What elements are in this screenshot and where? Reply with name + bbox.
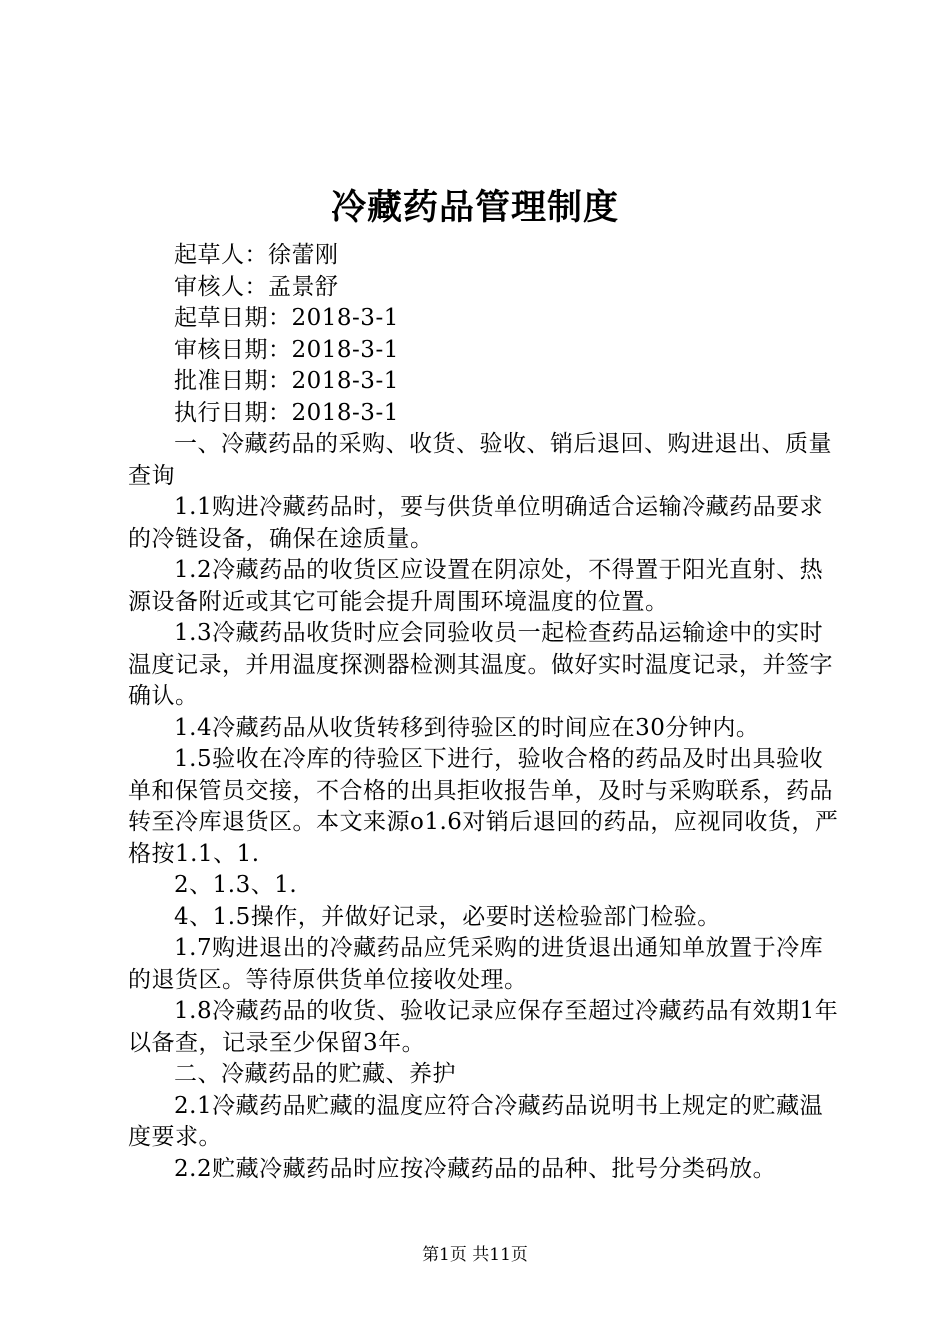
paragraph: 1.7购进退出的冷藏药品应凭采购的进货退出通知单放置于冷库的退货区。等待原供货单位接收处理。 [128,935,824,993]
section-heading: 二、冷藏药品的贮藏、养护 [174,1061,456,1087]
document-title: 冷藏药品管理制度 [330,187,619,228]
paragraph: 4、1.5操作，并做好记录，必要时送检验部门检验。 [174,903,721,930]
paragraph: 1.1购进冷藏药品时，要与供货单位明确适合运输冷藏药品要求的冷链设备，确保在途质量。 [128,494,824,552]
reviewer-line: 审核人：孟景舒 [174,273,339,300]
paragraph: 1.2冷藏药品的收货区应设置在阴凉处，不得置于阳光直射、热源设备附近或其它可能会提升周围环境温度的位置。 [128,557,824,615]
paragraph: 2.2贮藏冷藏药品时应按冷藏药品的品种、批号分类码放。 [174,1155,777,1182]
review-date-line: 审核日期：2018-3-1 [174,336,399,363]
document-body [128,240,840,1185]
section-heading: 一、冷藏药品的采购、收货、验收、销后退回、购进退出、质量查询 [128,431,832,489]
paragraph: 2、1.3、1. [174,872,298,898]
page-number-footer: 第1页 共11页 [422,1245,528,1265]
paragraph: 1.3冷藏药品收货时应会同验收员一起检查药品运输途中的实时温度记录，并用温度探测器检测其温度。做好实时温度记录，并签字确认。 [128,620,833,709]
drafter-line: 起草人：徐蕾刚 [174,242,339,268]
approval-date-line: 批准日期：2018-3-1 [174,368,399,394]
paragraph: 1.4冷藏药品从收货转移到待验区的时间应在30分钟内。 [174,714,760,741]
paragraph: 1.5验收在冷库的待验区下进行，验收合格的药品及时出具验收单和保管员交接，不合格的出具拒收报告单，及时与采购联系，药品转至冷库退货区。本文来源o1.6对销后退回的药品，应视同收货，严格按1.1、1. [128,746,839,867]
draft-date-line: 起草日期：2018-3-1 [174,305,399,331]
paragraph: 1.8冷藏药品的收货、验收记录应保存至超过冷藏药品有效期1年以备查，记录至少保留3年。 [128,998,839,1056]
effective-date-line: 执行日期：2018-3-1 [174,399,399,426]
paragraph: 2.1冷藏药品贮藏的温度应符合冷藏药品说明书上规定的贮藏温度要求。 [128,1092,824,1150]
